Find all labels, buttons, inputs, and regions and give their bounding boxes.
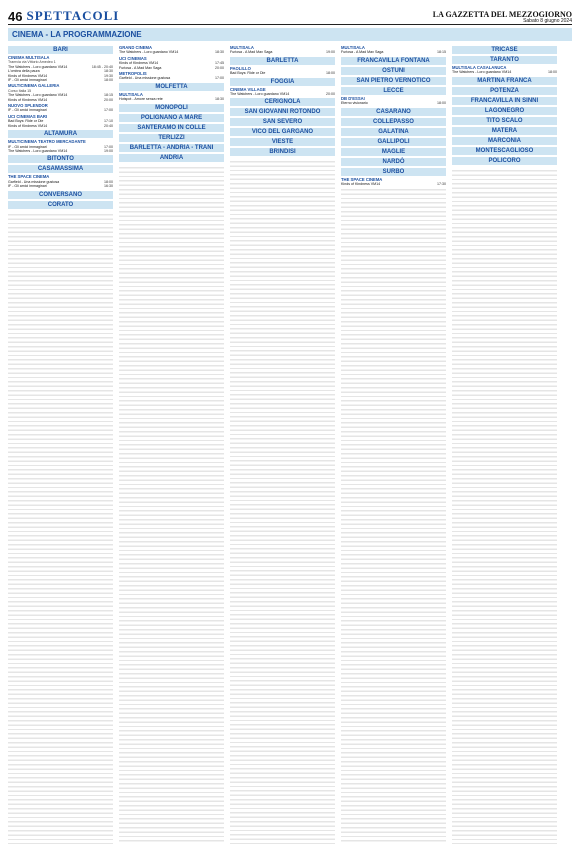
city-heading: CONVERSANO	[8, 191, 113, 199]
city-heading: CASARANO	[341, 108, 446, 116]
showtime-row	[8, 78, 113, 82]
film-title: The Watchers - Loro guardano VM14	[8, 93, 68, 98]
film-title: IF - Gli amici immaginari	[8, 108, 47, 113]
showtimes: 17:00	[215, 76, 224, 81]
page-number: 46	[8, 9, 23, 24]
cinema-name: MULTISALA	[230, 45, 254, 50]
issue-date: Sabato 8 giugno 2024	[523, 18, 572, 24]
city-heading: MARTINA FRANCA	[452, 77, 557, 85]
showtimes: 18:15	[104, 93, 113, 98]
showtimes: 17:00	[104, 144, 113, 149]
masthead-block	[433, 12, 572, 24]
city-heading: CERIGNOLA	[230, 98, 335, 106]
cinema-name: CINEMA MULTISALA	[8, 55, 50, 60]
section-title: SPETTACOLI	[26, 8, 120, 23]
film-title: Bad Boys: Ride or Die	[230, 71, 266, 76]
film-title: The Watchers - Loro guardano VM14	[8, 148, 68, 153]
city-heading: SAN GIOVANNI ROTONDO	[230, 108, 335, 116]
city-heading: BARLETTA	[230, 57, 335, 65]
cinema-name: CINEMA VILLAGE	[230, 86, 266, 92]
city-heading: LAGONEGRO	[452, 107, 557, 115]
cinema-name: NUOVO SPLENDOR	[8, 103, 48, 109]
city-heading: MARCONIA	[452, 137, 557, 145]
film-title: The Watchers - Loro guardano VM14	[230, 92, 290, 97]
city-heading: MONTESCAGLIOSO	[452, 147, 557, 155]
city-heading: TITO SCALO	[452, 117, 557, 125]
showtime-row	[230, 92, 335, 96]
showtime-row	[452, 70, 557, 74]
film-title: Kinds of Kindness VM14	[8, 97, 48, 102]
cinema-name: MULTICINEMA TEATRO MERCADANTE	[8, 139, 86, 145]
film-title: Furiosa - A Mad Max Saga	[341, 50, 384, 55]
showtime-row	[119, 97, 224, 101]
showtime-row	[8, 98, 113, 102]
showtimes: 20:00	[215, 65, 224, 70]
city-heading: MATERA	[452, 127, 557, 135]
cinema-name: MULTICINEMA GALLERIA	[8, 83, 60, 89]
cinema-name: DB D'ESSAI	[341, 95, 365, 101]
listing-column	[341, 44, 446, 844]
film-title: The Watchers - Loro guardano VM14	[452, 70, 512, 75]
film-title: Furiosa - A Mad Max Saga	[119, 65, 162, 70]
film-title: Garfield - Una missione gustosa	[119, 76, 171, 81]
cinema-name: UCI CINEMAS BARI	[8, 113, 48, 119]
city-heading: MOLFETTA	[119, 83, 224, 91]
showtimes: 17:10	[104, 119, 113, 124]
showtime-row	[119, 76, 224, 80]
listing-filler	[8, 211, 113, 844]
showtimes: 16:30	[104, 184, 113, 189]
cinema-name: MULTISALA CASALANUCA	[452, 65, 507, 70]
showtimes: 18:30	[215, 50, 224, 55]
city-heading: FRANCAVILLA FONTANA	[341, 57, 446, 65]
city-heading: VIESTE	[230, 138, 335, 146]
city-heading: POTENZA	[452, 87, 557, 95]
showtime-row	[230, 71, 335, 75]
film-title: Kinds of Kindness VM14	[341, 182, 381, 187]
film-title: L'ombra della paura	[8, 69, 40, 74]
city-heading: POLIGNANO A MARE	[119, 114, 224, 122]
showtimes: 18:00	[326, 71, 335, 76]
film-title: Garfield - Una missione gustosa	[8, 179, 60, 184]
city-heading: BARLETTA - ANDRIA - TRANI	[119, 144, 224, 152]
city-heading: GALATINA	[341, 128, 446, 136]
film-title: IF - Gli amici immaginari	[8, 144, 47, 149]
city-heading: VICO DEL GARGANO	[230, 128, 335, 136]
listing-columns	[8, 44, 572, 844]
city-heading: MAGLIE	[341, 148, 446, 156]
showtimes: 19:30	[104, 73, 113, 78]
listing-title: CINEMA - LA PROGRAMMAZIONE	[8, 28, 572, 41]
film-title: Kinds of Kindness VM14	[8, 73, 48, 78]
showtime-row	[8, 184, 113, 188]
cinema-name: THE SPACE CINEMA	[341, 176, 383, 182]
showtime-row	[230, 50, 335, 54]
listing-filler	[119, 164, 224, 844]
city-heading: FRANCAVILLA IN SINNI	[452, 97, 557, 105]
cinema-name: MULTISALA	[341, 45, 365, 50]
city-heading: SAN SEVERO	[230, 118, 335, 126]
showtimes: 19:00	[104, 148, 113, 153]
showtimes: 18:00	[104, 179, 113, 184]
city-heading: ALTAMURA	[8, 130, 113, 138]
cinema-name: GRAND CINEMA	[119, 45, 153, 50]
showtimes: 17:30	[437, 182, 446, 187]
showtimes: 18:45 - 20:40	[91, 64, 113, 69]
cinema-address: Corso Italia 15	[8, 88, 32, 93]
showtimes: 18:30	[215, 97, 224, 102]
city-heading: BARI	[8, 46, 113, 54]
city-heading: POLICORO	[452, 157, 557, 165]
city-heading: TERLIZZI	[119, 134, 224, 142]
city-heading: MONOPOLI	[119, 104, 224, 112]
showtimes: 19:00	[326, 50, 335, 55]
cinema-name: MULTISALA	[119, 91, 143, 97]
page-header	[8, 4, 572, 25]
showtimes: 18:30	[104, 69, 113, 74]
showtime-row	[341, 50, 446, 54]
city-heading: ANDRIA	[119, 154, 224, 162]
masthead: LA GAZZETTA DEL MEZZOGIORNO	[432, 10, 572, 19]
film-title: IF - Gli amici immaginari	[8, 184, 47, 189]
city-heading: SURBO	[341, 168, 446, 176]
showtimes: 18:00	[104, 78, 113, 83]
showtime-row	[341, 101, 446, 105]
city-heading: BITONTO	[8, 155, 113, 163]
cinema-name: METROPOLIS	[119, 71, 147, 77]
cinema-name: THE SPACE CINEMA	[8, 174, 50, 180]
city-heading: CASAMASSIMA	[8, 165, 113, 173]
film-title: Kinds of Kindness VM14	[119, 61, 159, 66]
city-heading: BRINDISI	[230, 148, 335, 156]
city-heading: FOGGIA	[230, 78, 335, 86]
film-title: Kinds of Kindness VM14	[8, 123, 48, 128]
showtimes: 18:00	[437, 101, 446, 106]
film-title: Eterno visionario	[341, 101, 368, 106]
city-heading: CORATO	[8, 201, 113, 209]
city-heading: SANTERAMO IN COLLE	[119, 124, 224, 132]
listing-column	[230, 44, 335, 844]
listing-column	[8, 44, 113, 844]
listing-column	[119, 44, 224, 844]
showtime-row	[8, 149, 113, 153]
city-heading: LECCE	[341, 87, 446, 95]
film-title: The Watchers - Loro guardano VM14	[119, 50, 179, 55]
city-heading: OSTUNI	[341, 67, 446, 75]
film-title: The Watchers - Loro guardano VM14	[8, 64, 68, 69]
city-heading: TARANTO	[452, 56, 557, 64]
showtimes: 17:45	[215, 61, 224, 66]
showtimes: 18:00	[548, 70, 557, 75]
listing-column	[452, 44, 557, 844]
showtimes: 20:00	[104, 97, 113, 102]
showtime-row	[119, 66, 224, 70]
cinema-name: UCI CINEMAS	[119, 55, 147, 61]
showtime-row	[8, 108, 113, 112]
cinema-address: Tramvia via Vittorio Amedeo 1	[8, 60, 56, 65]
listing-filler	[341, 186, 446, 844]
film-title: Furiosa - A Mad Max Saga	[230, 50, 273, 55]
showtimes: 20:00	[326, 92, 335, 97]
showtimes: 18:15	[437, 50, 446, 55]
listing-filler	[452, 167, 557, 844]
film-title: Hotspot - Amore senza rete	[119, 97, 163, 102]
city-heading: NARDÒ	[341, 158, 446, 166]
city-heading: COLLEPASSO	[341, 118, 446, 126]
city-heading: TRICASE	[452, 46, 557, 54]
city-heading: SAN PIETRO VERNOTICO	[341, 77, 446, 85]
showtime-row	[8, 124, 113, 128]
cinema-name: PAOLILLO	[230, 65, 251, 71]
showtime-row	[119, 50, 224, 54]
showtimes: 20:40	[104, 123, 113, 128]
film-title: Bad Boys: Ride or Die	[8, 119, 44, 124]
city-heading: GALLIPOLI	[341, 138, 446, 146]
film-title: IF - Gli amici immaginari	[8, 78, 47, 83]
listing-filler	[230, 158, 335, 844]
showtimes: 17:00	[104, 108, 113, 113]
